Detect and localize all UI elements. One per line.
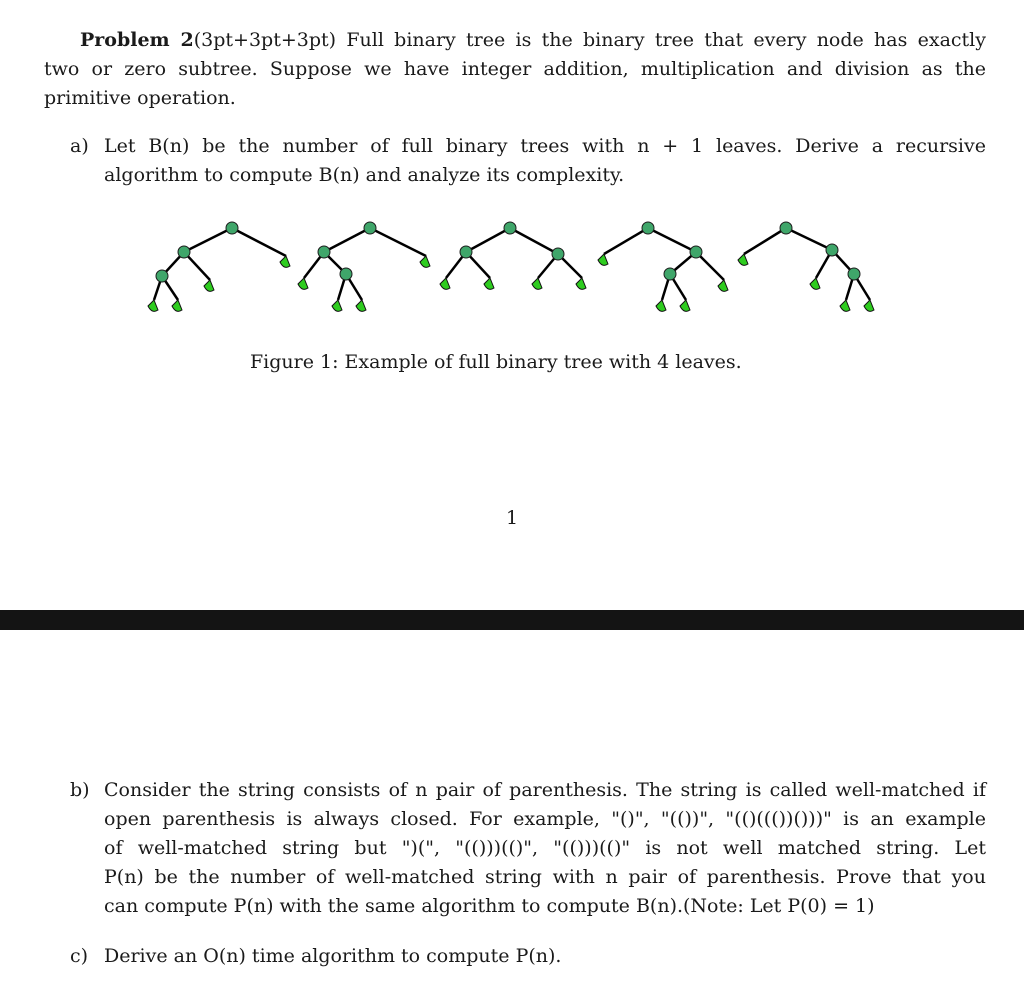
problem-line-1 xyxy=(44,26,986,55)
tree-3 xyxy=(440,222,586,289)
part-b-label: b) xyxy=(70,779,90,801)
tree-5 xyxy=(738,222,874,311)
part-a-body xyxy=(104,132,986,190)
part-b-line-2: open parenthesis is always closed. For example, "()", "(())", "(()((())()))" is an example xyxy=(104,808,986,830)
tree-4 xyxy=(598,222,728,311)
problem-line-3: primitive operation. xyxy=(44,87,236,109)
part-c-body xyxy=(104,942,986,971)
page-divider xyxy=(0,610,1024,630)
problem-statement xyxy=(44,26,986,113)
tree-1 xyxy=(148,222,290,311)
figure-caption: Figure 1: Example of full binary tree with 4 leaves. xyxy=(250,351,742,373)
full-binary-trees-figure xyxy=(140,214,900,320)
tree-2 xyxy=(298,222,430,311)
problem-title: Problem 2 xyxy=(80,29,194,51)
part-a-label: a) xyxy=(70,135,89,157)
part-c-label: c) xyxy=(70,945,89,967)
part-b-line-3: of well-matched string but ")(", "(()))(()", "(()))(()" is not well matched string. Let xyxy=(104,837,986,859)
page-number: 1 xyxy=(505,507,519,529)
part-a-line-2: algorithm to compute B(n) and analyze its complexity. xyxy=(104,164,625,186)
problem-line-1-text: Full binary tree is the binary tree that every node has exactly xyxy=(336,29,986,51)
part-b-line-4: P(n) be the number of well-matched string with n pair of parenthesis. Prove that you xyxy=(104,866,986,888)
page-2 xyxy=(0,630,1024,982)
problem-points: (3pt+3pt+3pt) xyxy=(193,29,337,51)
problem-line-2: two or zero subtree. Suppose we have integer addition, multiplication and division as the xyxy=(44,58,986,80)
part-a-line-1: Let B(n) be the number of full binary trees with n + 1 leaves. Derive a recursive xyxy=(104,135,986,157)
part-b-line-1: Consider the string consists of n pair of parenthesis. The string is called well-matched if xyxy=(104,779,986,801)
part-b-line-5: can compute P(n) with the same algorithm to compute B(n).(Note: Let P(0) = 1) xyxy=(104,895,875,917)
part-c-line-1: Derive an O(n) time algorithm to compute P(n). xyxy=(104,945,562,967)
part-b-body xyxy=(104,776,986,921)
